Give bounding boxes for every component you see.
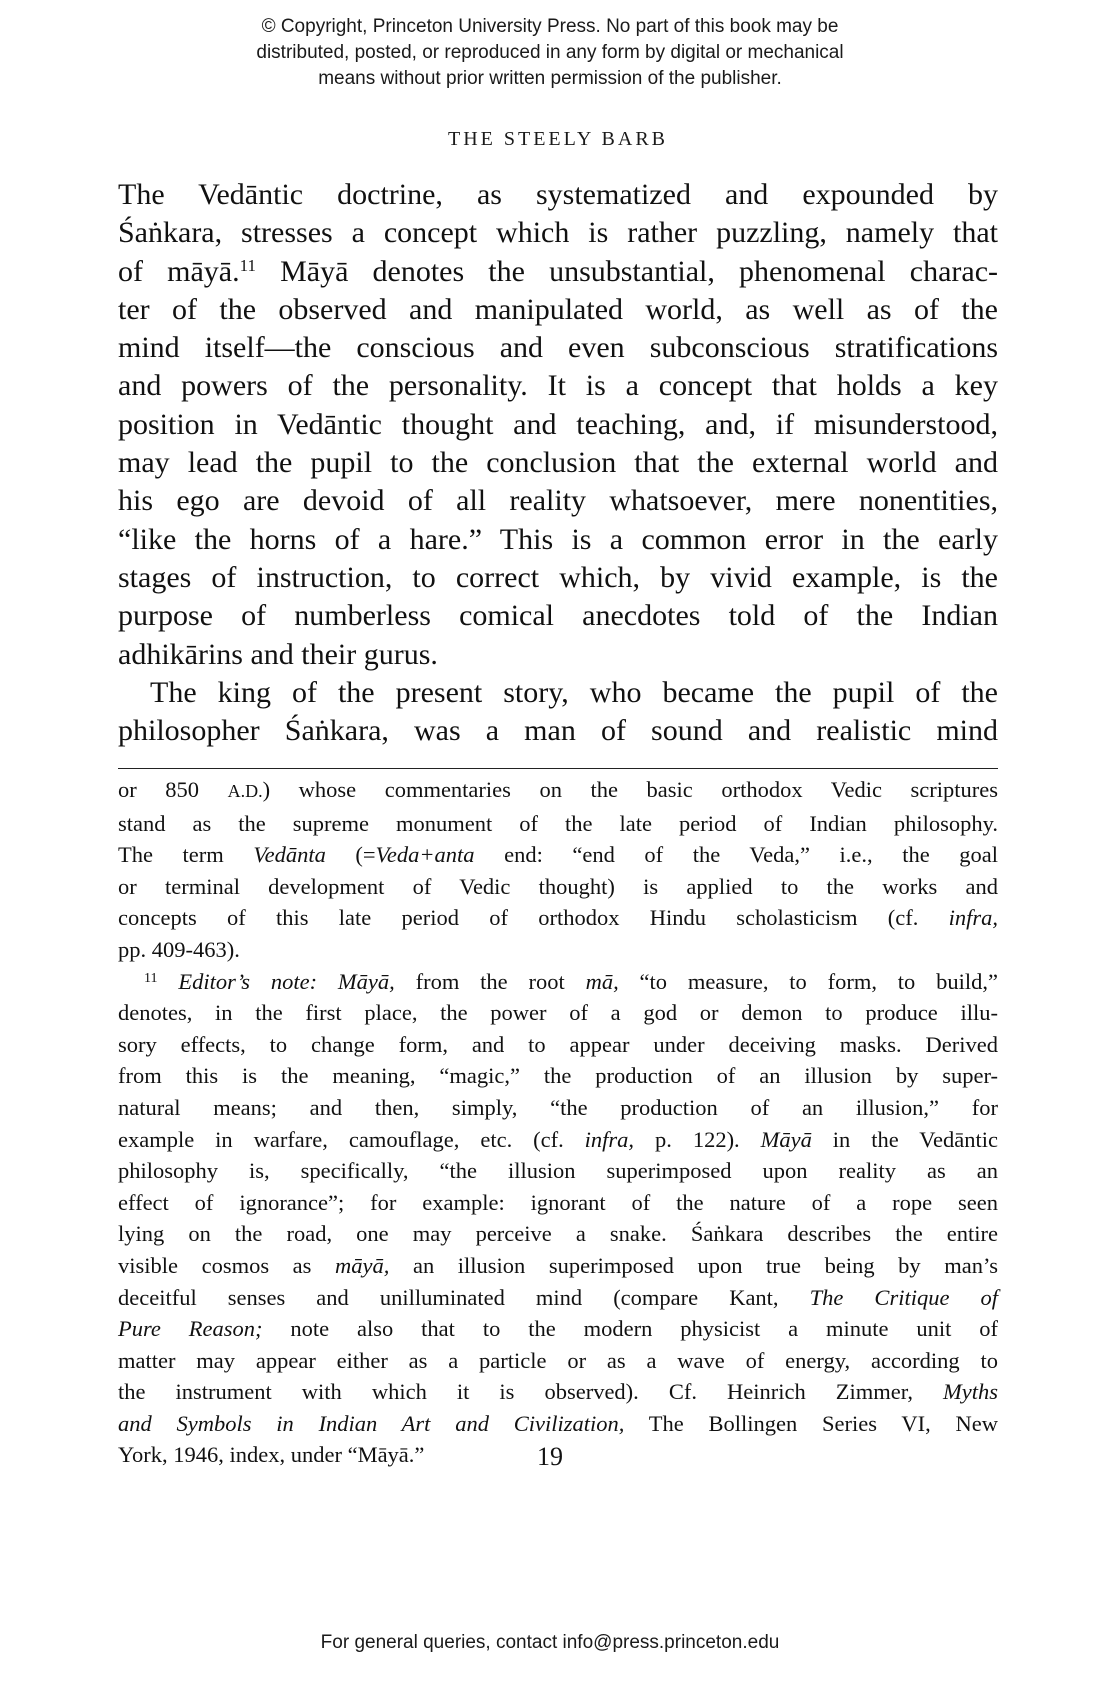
text-line: The Vedāntic doctrine, as systematized and expounded by: [118, 178, 998, 211]
text-run: of māyā.: [118, 254, 240, 288]
footnote-line: pp. 409-463).: [118, 936, 240, 962]
text-line: his ego are devoid of all reality whatsoever, mere nonentities,: [118, 484, 998, 518]
footnote-reference[interactable]: 11: [239, 255, 256, 275]
text-line: purpose of numberless comical anecdotes told of the Indian: [118, 599, 998, 633]
footnote-line: effect of ignorance”; for example: ignorant of the nature of a rope seen: [118, 1189, 998, 1215]
footnote-line: sory effects, to change form, and to appear under deceiving masks. Derived: [118, 1031, 998, 1057]
footnote-line: [118, 1408, 998, 1440]
text-run: The term: [118, 842, 254, 868]
copyright-line: means without prior written permission of the publisher.: [318, 68, 782, 89]
main-text: [118, 176, 998, 750]
footnote-separator: [118, 768, 998, 769]
footnote-line: [118, 966, 998, 998]
text-run: p. 122).: [634, 1126, 761, 1152]
footnote-line: denotes, in the first place, the power of a god or demon to produce illu-: [118, 1000, 998, 1026]
text-run: an illusion superimposed upon true being by man’s: [389, 1252, 998, 1278]
running-head: THE STEELY BARB: [447, 128, 669, 150]
text-line: mind itself—the conscious and even subconscious stratifications: [118, 331, 998, 365]
text-line: position in Vedāntic thought and teaching, and, if misunderstood,: [118, 407, 998, 441]
footnote-line: stand as the supreme monument of the late period of Indian philosophy.: [118, 810, 998, 836]
text-line: [118, 253, 998, 291]
footnote-line: York, 1946, index, under “Māyā.”: [118, 1442, 425, 1468]
text-run: A.D.: [227, 781, 263, 801]
text-line: may lead the pupil to the conclusion that the external world and: [118, 446, 998, 480]
footnote-line: natural means; and then, simply, “the production of an illusion,” for: [118, 1094, 998, 1120]
italic-run: The Critique of: [809, 1284, 998, 1310]
text-run: from the root: [394, 968, 586, 994]
text-run: or 850: [118, 777, 228, 802]
text-line: “like the horns of a hare.” This is a common error in the early: [118, 522, 998, 556]
text-run: example in warfare, camouflage, etc. (cf.: [118, 1126, 585, 1152]
italic-run: Myths: [943, 1379, 998, 1405]
footnote-line: [118, 1313, 998, 1345]
copyright-line: © Copyright, Princeton University Press. No part of this book may be: [261, 16, 839, 37]
italic-run: Editor’s note: Māyā,: [178, 968, 395, 994]
footnote-line: or terminal development of Vedic thought) is applied to the works and: [118, 873, 998, 899]
text-line: adhikārins and their gurus.: [118, 637, 438, 671]
text-run: Māyā denotes the unsubstantial, phenomenal charac-: [255, 254, 998, 288]
footnote-line: [118, 1282, 998, 1314]
text-run: end: “end of the Veda,” i.e., the goal: [474, 842, 998, 868]
footnote-line: [118, 1250, 998, 1282]
text-run: in the Vedāntic: [811, 1126, 998, 1152]
italic-run: Māyā: [760, 1126, 812, 1152]
footnote-number: 11: [144, 970, 158, 986]
text-run: the instrument with which it is observed). Cf. Heinrich Zimmer,: [118, 1379, 943, 1405]
text-run: (=: [325, 842, 376, 868]
text-line: Śaṅkara, stresses a concept which is rather puzzling, namely that: [118, 216, 998, 250]
text-run: note also that to the modern physicist a minute unit of: [262, 1316, 998, 1342]
footnotes: [118, 774, 998, 1471]
italic-run: māyā,: [335, 1252, 390, 1278]
footnote-line: from this is the meaning, “magic,” the production of an illusion by super-: [118, 1063, 998, 1089]
text-run: [157, 969, 178, 994]
text-run: “to measure, to form, to build,”: [618, 968, 999, 994]
text-line: ter of the observed and manipulated world, as well as of the: [118, 292, 998, 326]
italic-run: Pure Reason;: [118, 1316, 263, 1342]
text-line: stages of instruction, to correct which, by vivid example, is the: [118, 560, 998, 594]
footnote-line: lying on the road, one may perceive a snake. Śaṅkara describes the entire: [118, 1221, 998, 1247]
footnote-line: [118, 1124, 998, 1156]
text-run: The Bollingen Series VI, New: [624, 1410, 998, 1436]
copyright-notice: [0, 14, 1100, 92]
text-run: ) whose commentaries on the basic orthodox Vedic scriptures: [262, 777, 998, 802]
footnote-line: matter may appear either as a particle or as a wave of energy, according to: [118, 1347, 998, 1373]
footnote-line: philosophy is, specifically, “the illusion superimposed upon reality as an: [118, 1158, 998, 1184]
italic-run: Veda+anta: [375, 842, 475, 868]
italic-run: infra,: [948, 905, 998, 931]
text-run: deceitful senses and unilluminated mind (compare Kant,: [118, 1284, 810, 1310]
footer-contact: For general queries, contact info@press.princeton.edu: [320, 1632, 780, 1653]
footnote-line: [118, 774, 998, 808]
text-line: The king of the present story, who became the pupil of the: [150, 675, 998, 709]
text-line: and powers of the personality. It is a concept that holds a key: [118, 369, 998, 403]
italic-run: and Symbols in Indian Art and Civilization,: [118, 1410, 625, 1436]
text-line: philosopher Śaṅkara, was a man of sound and realistic mind: [118, 714, 998, 748]
italic-run: infra,: [584, 1126, 635, 1152]
footnote-line: [118, 902, 998, 934]
copyright-line: distributed, posted, or reproduced in any form by digital or mechanical: [256, 42, 844, 63]
text-run: concepts of this late period of orthodox Hindu scholasticism (cf.: [118, 905, 949, 931]
italic-run: mā,: [585, 968, 619, 994]
footnote-line: [118, 1376, 998, 1408]
footnote-line: [118, 839, 998, 871]
italic-run: Vedānta: [253, 842, 326, 868]
text-run: visible cosmos as: [118, 1252, 335, 1278]
page-number: 19: [537, 1442, 563, 1471]
